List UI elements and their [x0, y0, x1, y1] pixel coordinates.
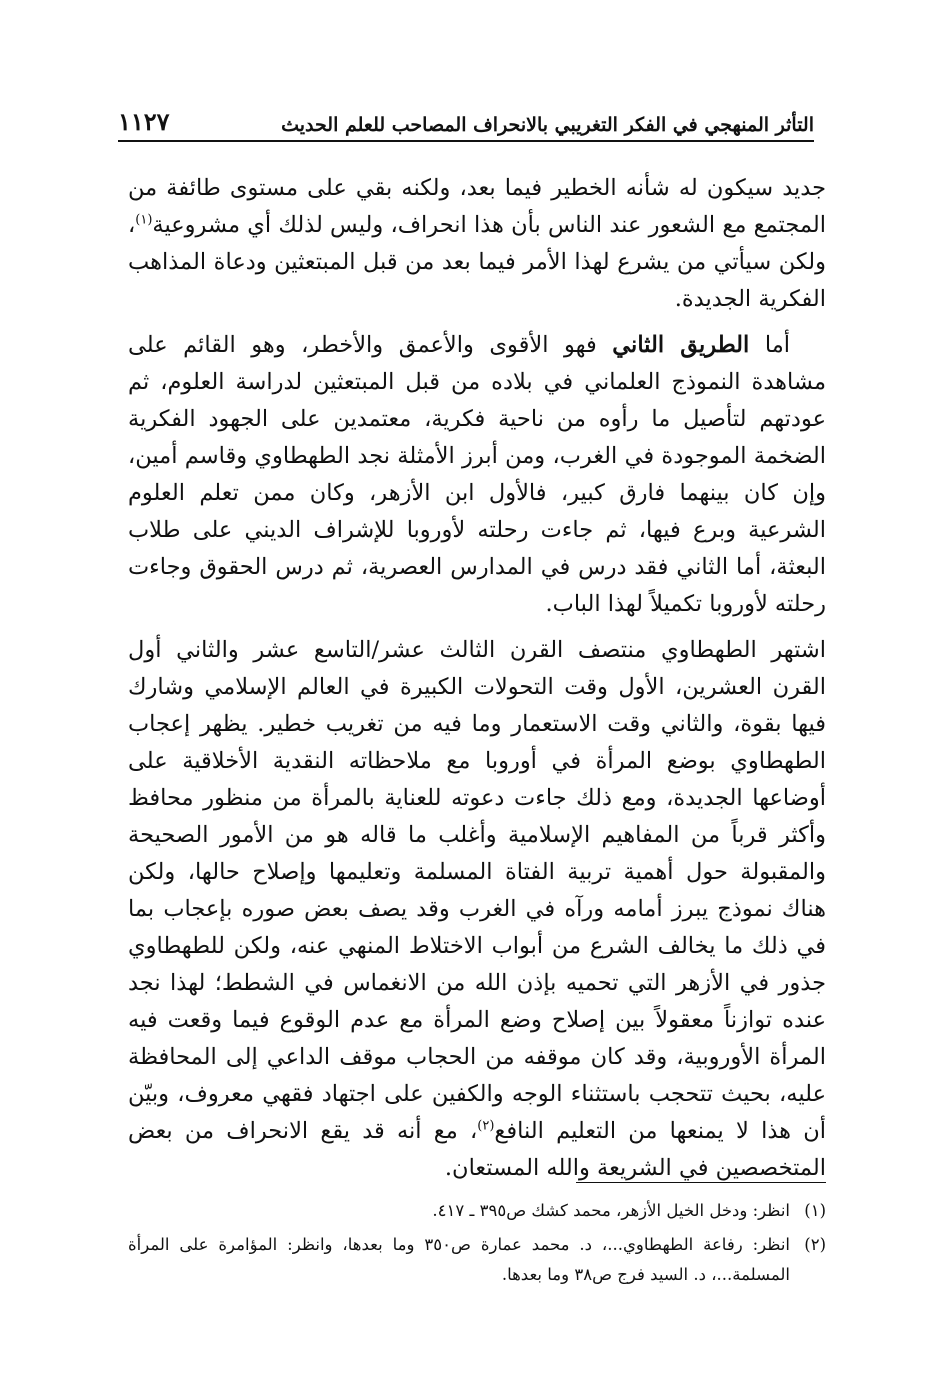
- page-number: ١١٢٧: [118, 107, 170, 136]
- paragraph-text: جديد سيكون له شأنه الخطير فيما بعد، ولكنه بقي على مستوى طائفة من المجتمع مع الشعور عند الناس بأن هذا انحراف، وليس لذلك أي مشروعية: [128, 175, 826, 238]
- footnote: [128, 1196, 826, 1226]
- running-title: التأثر المنهجي في الفكر التغريبي بالانحراف المصاحب للعلم الحديث: [281, 114, 814, 136]
- footnote-ref[interactable]: (١): [135, 212, 153, 228]
- footnote-separator: [576, 1182, 826, 1183]
- paragraph: [128, 632, 826, 1187]
- paragraph-text: أما: [764, 332, 791, 358]
- paragraph-text: ، ولكن سيأتي من يشرع لهذا الأمر فيما بعد من قبل المبتعثين ودعاة المذاهب الفكرية الجديدة.: [128, 212, 826, 312]
- footnote-number: (١): [804, 1201, 826, 1220]
- footnote-text: انظر: رفاعة الطهطاوي...، د. محمد عمارة ص٣٥٠ وما بعدها، وانظر: المؤامرة على المرأة المسلمة...، د. السيد فرج ص٣٨ وما بعدها.: [128, 1235, 790, 1284]
- paragraph-text: ، مع أنه قد يقع الانحراف من بعض المتخصصين في الشريعة والله المستعان.: [128, 1118, 826, 1181]
- emphasis-term: الطريق الثاني: [612, 332, 750, 358]
- paragraph-text: اشتهر الطهطاوي منتصف القرن الثالث عشر/التاسع عشر والثاني أول القرن العشرين، الأول وقت التحولات الكبيرة في العالم الإسلامي وشارك فيها بقوة، والثاني وقت الاستعمار وما فيه من تغريب خطير. يظهر إعجاب الطهطاوي بوضع المرأة في أوروبا مع ملاحظاته النقدية الأخلاقية على أوضاعها الجديدة، ومع ذلك جاءت دعوته للعناية بالمرأة من منظور محافظ وأكثر قرباً من المفاهيم الإسلامية وأغلب ما قاله هو من الأمور الصحيحة والمقبولة حول أهمية تربية الفتاة المسلمة وتعليمها وإصلاح حالها، ولكن هناك نموذج يبرز أمامه ورآه في الغرب وقد يصف بعض صوره بإعجاب بما في ذلك ما يخالف الشرع من أبواب الاختلاط المنهي عنه، ولكن للطهطاوي جذور في الأزهر التي تحميه بإذن الله من الانغماس في الشطط؛ لهذا نجد عنده توازناً معقولاً بين إصلاح وضع المرأة مع عدم الوقوع فيما وقعت فيه المرأة الأوروبية، وقد كان موقفه من الحجاب موقف الداعي إلى المحافظة عليه، بحيث تتحجب باستثناء الوجه والكفين على اجتهاد فقهي معروف، وبيّن أن هذا لا يمنعها من التعليم النافع: [128, 637, 826, 1144]
- body-text: [128, 170, 826, 1196]
- paragraph: [128, 170, 826, 318]
- footnote-text: انظر: ودخل الخيل الأزهر، محمد كشك ص٣٩٥ ـ ٤١٧.: [432, 1201, 790, 1220]
- footnote-ref[interactable]: (٢): [477, 1118, 495, 1134]
- footnote: [128, 1230, 826, 1290]
- paragraph-text: فهو الأقوى والأعمق والأخطر، وهو القائم على مشاهدة النموذج العلماني في بلاده من قبل المبتعثين لدراسة العلوم، ثم عودتهم لتأصيل ما رأوه من ناحية فكرية، معتمدين على الجهود الفكرية الضخمة الموجودة في الغرب، ومن أبرز الأمثلة نجد الطهطاوي وقاسم أمين، وإن كان بينهما فارق كبير، فالأول ابن الأزهر، وكان ممن تعلم العلوم الشرعية وبرع فيها، ثم جاءت رحلته لأوروبا للإشراف الديني على طلاب البعثة، أما الثاني فقد درس في المدارس العصرية، ثم درس الحقوق وجاءت رحلته لأوروبا تكميلاً لهذا الباب.: [128, 332, 826, 617]
- footnotes: [128, 1196, 826, 1290]
- footnote-number: (٢): [804, 1235, 826, 1254]
- paragraph: [128, 327, 826, 623]
- header-rule: [118, 140, 814, 142]
- running-header: [118, 96, 814, 136]
